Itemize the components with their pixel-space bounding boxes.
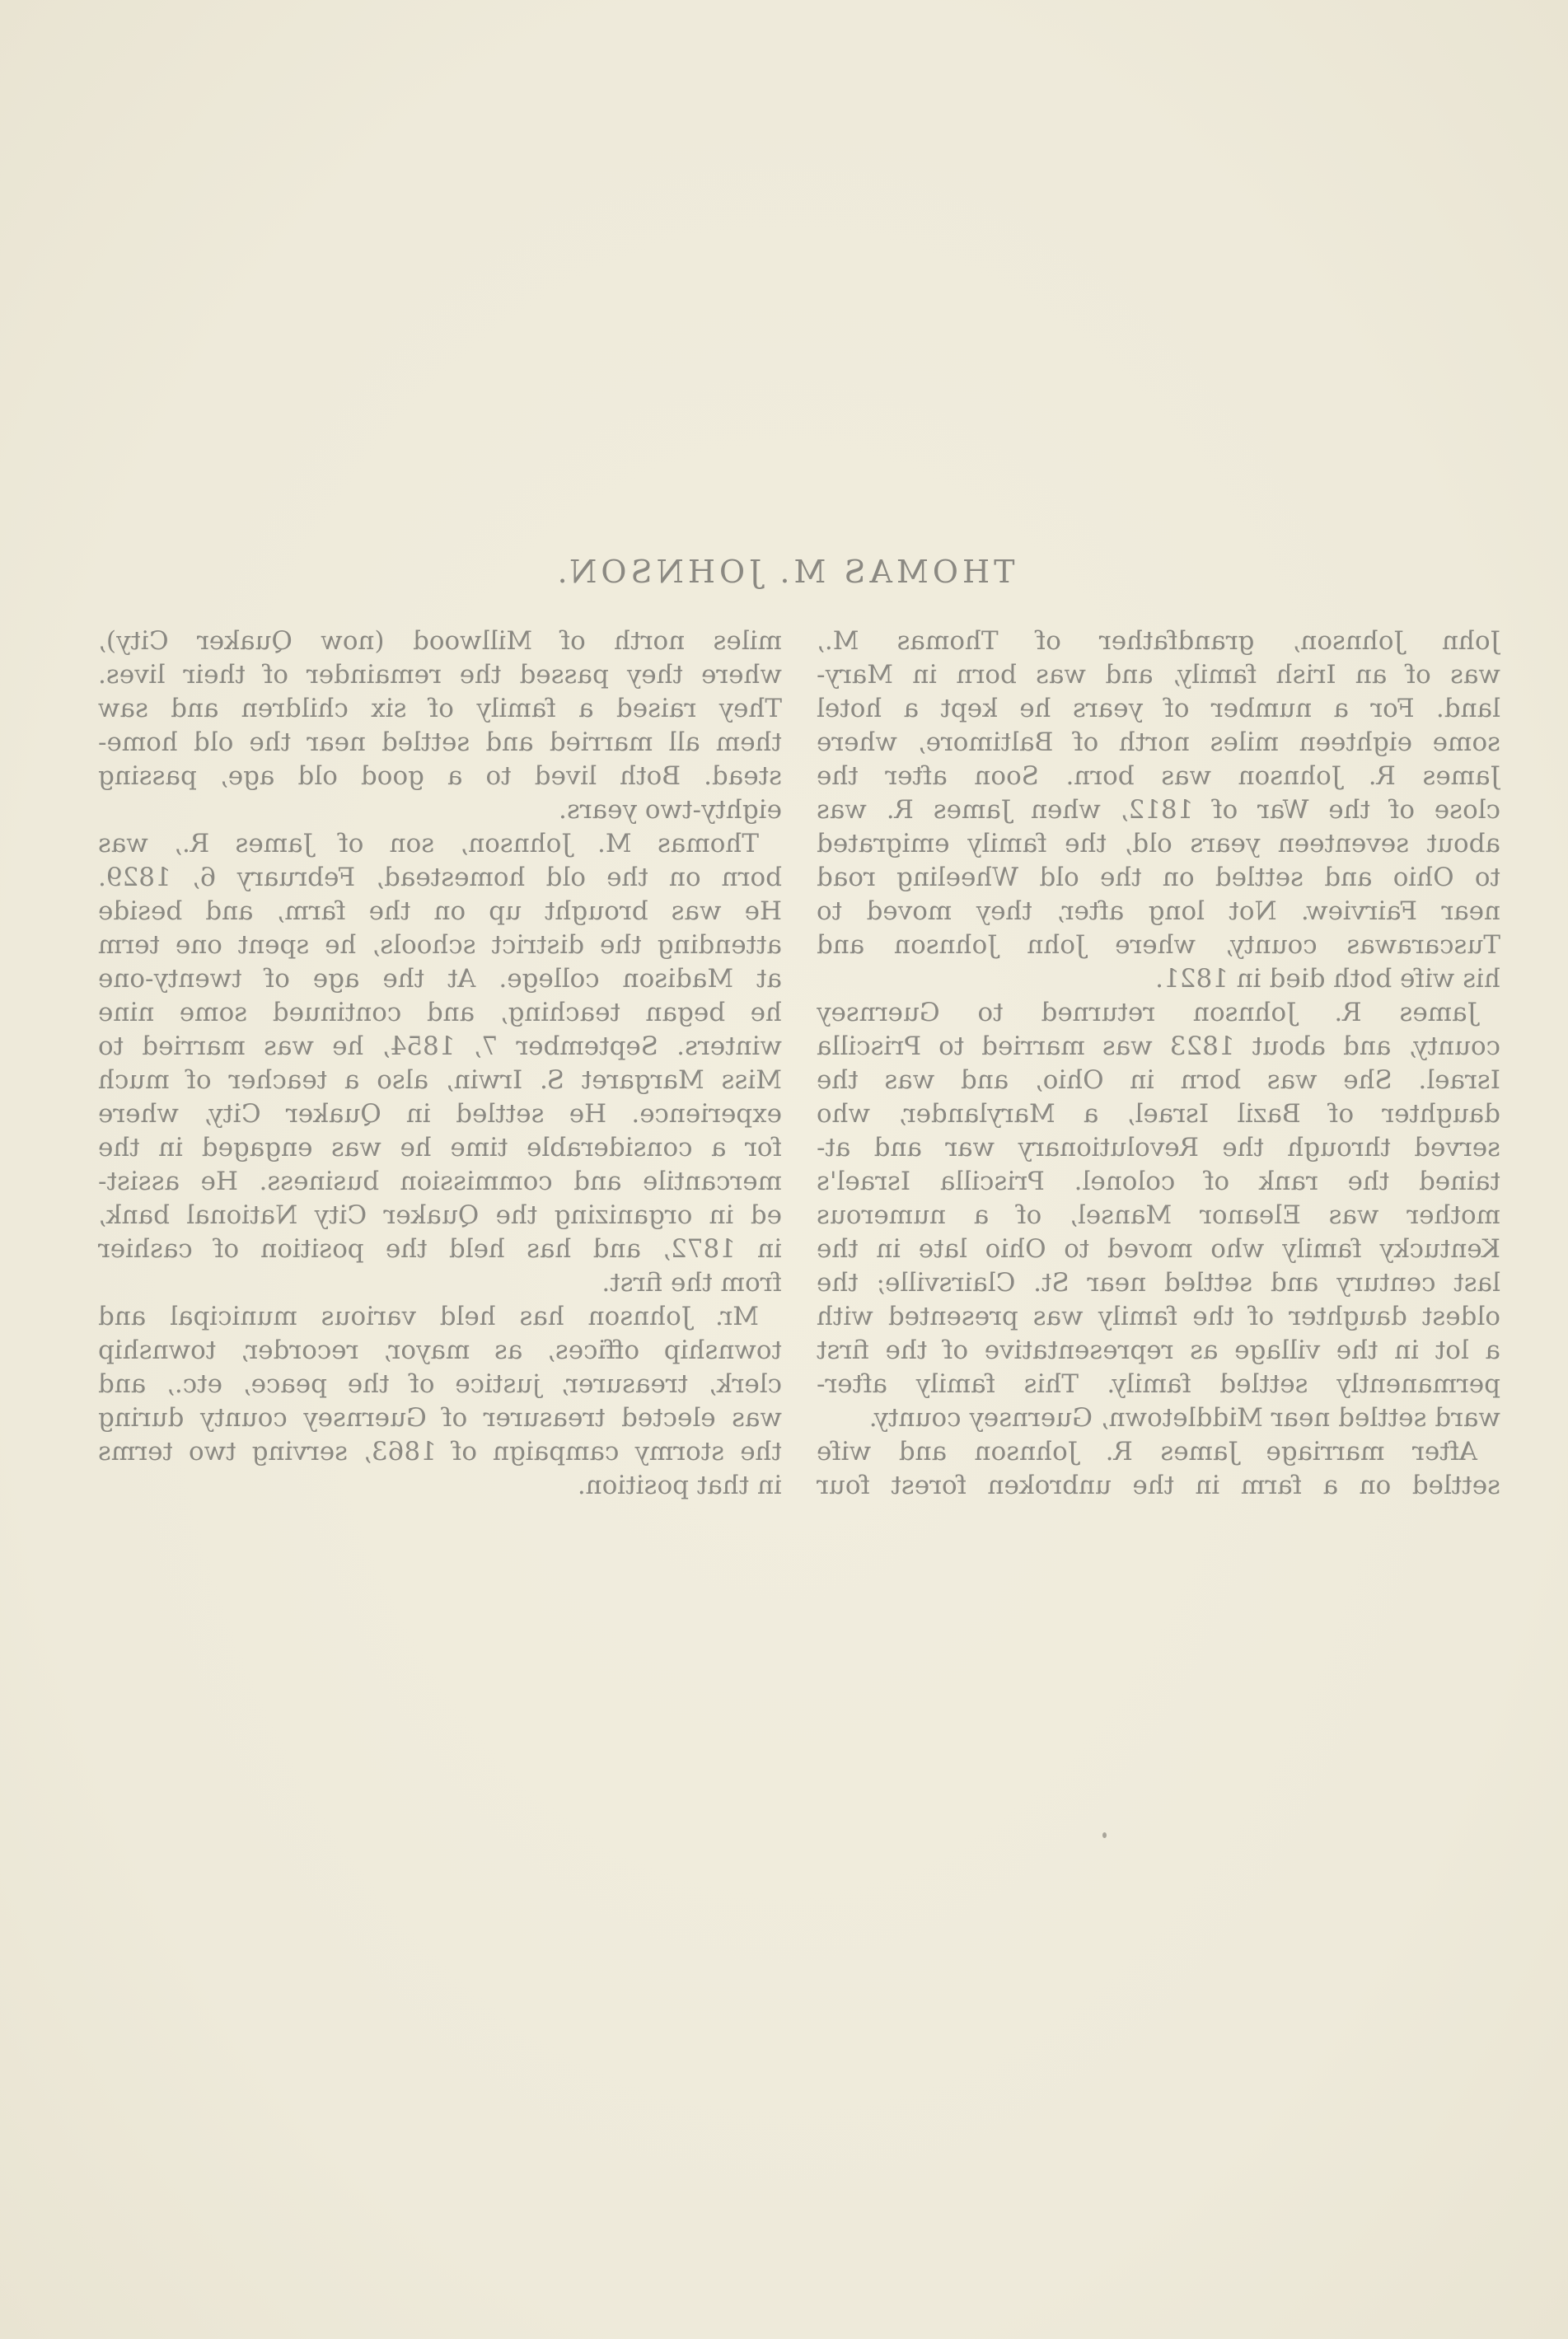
text-line: he began teaching, and continued some nine (98, 998, 782, 1027)
text-line: about seventeen years old, the family emigrated (817, 829, 1500, 858)
text-line: where they passed the remainder of their lives. (98, 660, 782, 690)
text-line: was of an Irish family, and was born in Mary- (817, 660, 1500, 690)
text-line: Mr. Johnson has held various municipal and (98, 1302, 759, 1331)
text-line: the stormy campaign of 1863, serving two terms (98, 1437, 782, 1467)
text-line: Miss Margaret S. Irwin, also a teacher of much (98, 1065, 782, 1095)
text-line: experience. He settled in Quaker City, where (98, 1099, 782, 1129)
page-title: THOMAS M. JOHNSON. (553, 554, 1015, 590)
text-line: daughter of Bazil Israel, a Marylander, who (817, 1099, 1500, 1129)
text-line: Kentucky family who moved to Ohio late in the (817, 1234, 1500, 1264)
text-line: at Madison college. At the age of twenty-one (98, 964, 782, 994)
text-line: Israel. She was born in Ohio, and was the (817, 1065, 1500, 1095)
text-line: born on the old homestead, February 6, 1829. (98, 863, 782, 892)
left-text-column (817, 625, 1500, 1503)
text-line: permanently settled family. This family after- (817, 1369, 1500, 1399)
text-line: Thomas M. Johnson, son of James R., was (98, 829, 759, 858)
text-line: from the first. (601, 1268, 782, 1298)
text-line: He was brought up on the farm, and beside (98, 896, 782, 926)
text-line: eighty-two years. (559, 795, 782, 825)
text-line: settled on a farm in the unbroken forest four (817, 1471, 1500, 1500)
text-line: They raised a family of six children and saw (98, 694, 782, 723)
text-line: mercantile and commission business. He assist- (98, 1167, 782, 1196)
text-line: to Ohio and settled on the old Wheeling road (817, 863, 1500, 892)
text-line: Tuscarawas county, where John Johnson and (817, 930, 1500, 960)
text-line: John Johnson, grandfather of Thomas M., (817, 626, 1500, 656)
text-line: James R. Johnson was born. Soon after the (817, 761, 1500, 791)
text-line: his wife both died in 1821. (1155, 964, 1500, 994)
text-line: ed in organizing the Quaker City National bank, (98, 1200, 782, 1230)
text-line: stead. Both lived to a good old age, passing (98, 761, 782, 791)
ink-speck (1102, 1832, 1107, 1838)
text-line: close of the War of 1812, when James R. was (817, 795, 1500, 825)
text-line: miles north of Millwood (now Quaker City), (98, 626, 782, 656)
text-line: James R. Johnson returned to Guernsey (817, 998, 1477, 1027)
text-line: a lot in the village as representative of the first (817, 1336, 1500, 1365)
text-line: county, and about 1823 was married to Priscilla (817, 1031, 1500, 1061)
text-line: clerk, treasurer, justice of the peace, etc., and (98, 1369, 782, 1399)
text-line: mother was Eleanor Mansel, of a numerous (817, 1200, 1500, 1230)
text-line: served through the Revolutionary war and at- (817, 1133, 1500, 1162)
text-line: After marriage James R. Johnson and wife (817, 1437, 1477, 1467)
right-text-column (98, 625, 782, 1503)
text-line: tained the rank of colonel. Priscilla Israel's (817, 1167, 1500, 1196)
text-line: land. For a number of years he kept a hotel (817, 694, 1500, 723)
text-line: last century and settled near St. Clairsville; the (817, 1268, 1500, 1298)
text-line: near Fairview. Not long after, they moved to (817, 896, 1500, 926)
text-line: winters. September 7, 1854, he was married to (98, 1031, 782, 1061)
text-line: was elected treasurer of Guernsey county during (98, 1403, 782, 1433)
text-line: attending the district schools, he spent one term (98, 930, 782, 960)
text-line: ward settled near Middletown, Guernsey county. (868, 1403, 1500, 1433)
text-line: in that position. (577, 1471, 782, 1500)
text-line: them all married and settled near the old home- (98, 727, 782, 757)
text-line: township offices, as mayor, recorder, township (98, 1336, 782, 1365)
text-line: in 1872, and has held the position of cashier (98, 1234, 782, 1264)
text-line: oldest daughter of the family was presented with (817, 1302, 1500, 1331)
text-line: some eighteen miles north of Baltimore, where (817, 727, 1500, 757)
text-line: for a considerable time he was engaged in the (98, 1133, 782, 1162)
